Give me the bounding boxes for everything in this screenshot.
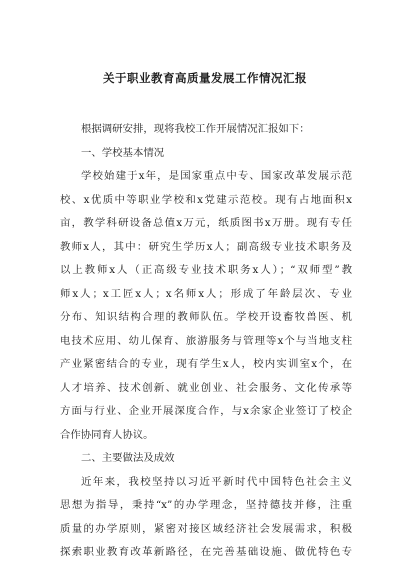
text-line: 思想为指导，秉持“x”的办学理念，坚持德技并修，注重 <box>60 499 352 511</box>
document-title: 关于职业教育高质量发展工作情况汇报 <box>103 71 307 85</box>
text-line: 学校始建于x年，是国家重点中专、国家改革发展示范 <box>81 170 352 182</box>
text-line: 人才培养、技术创新、就业创业、社会服务、文化传承等 <box>60 381 352 394</box>
document-body <box>60 118 352 565</box>
text-line: 分布、知识结构合理的教师队伍。学校开设畜牧兽医、机 <box>60 311 352 323</box>
text-line: 二、主要做法及成效 <box>81 452 175 464</box>
text-line: 校、x优质中等职业学校和x党建示范校。现有占地面积x <box>60 193 352 206</box>
text-line: 探索职业教育改革新路径，在完善基础设施、做优特色专 <box>60 546 352 558</box>
text-line: 合作协同育人协议。 <box>60 428 154 441</box>
text-line: 质量的办学原则，紧密对接区域经济社会发展需求，积极 <box>60 522 352 535</box>
text-line: 产业紧密结合的专业，现有学生x人，校内实训室x个，在 <box>60 358 352 370</box>
text-line: 教师x人，其中：研究生学历x人；副高级专业技术职务及 <box>60 240 352 253</box>
text-line: 电技术应用、幼儿保育、旅游服务与管理等x个与当地支柱 <box>60 334 352 347</box>
text-line: 亩，教学科研设备总值x万元，纸质图书x万册。现有专任 <box>60 217 352 229</box>
text-line: 方面与行业、企业开展深度合作，与x余家企业签订了校企 <box>60 405 352 417</box>
text-line: 根据调研安排，现将我校工作开展情况汇报如下： <box>81 123 310 135</box>
text-line: 一、学校基本情况 <box>81 146 165 159</box>
text-line: 师x人；x工匠x人；x名师x人；形成了年龄层次、专业 <box>60 287 352 300</box>
text-line: 近年来，我校坚持以习近平新时代中国特色社会主义 <box>81 475 352 488</box>
text-line: 以上教师x人（正高级专业技术职务x人）；“双师型”教 <box>60 264 352 276</box>
